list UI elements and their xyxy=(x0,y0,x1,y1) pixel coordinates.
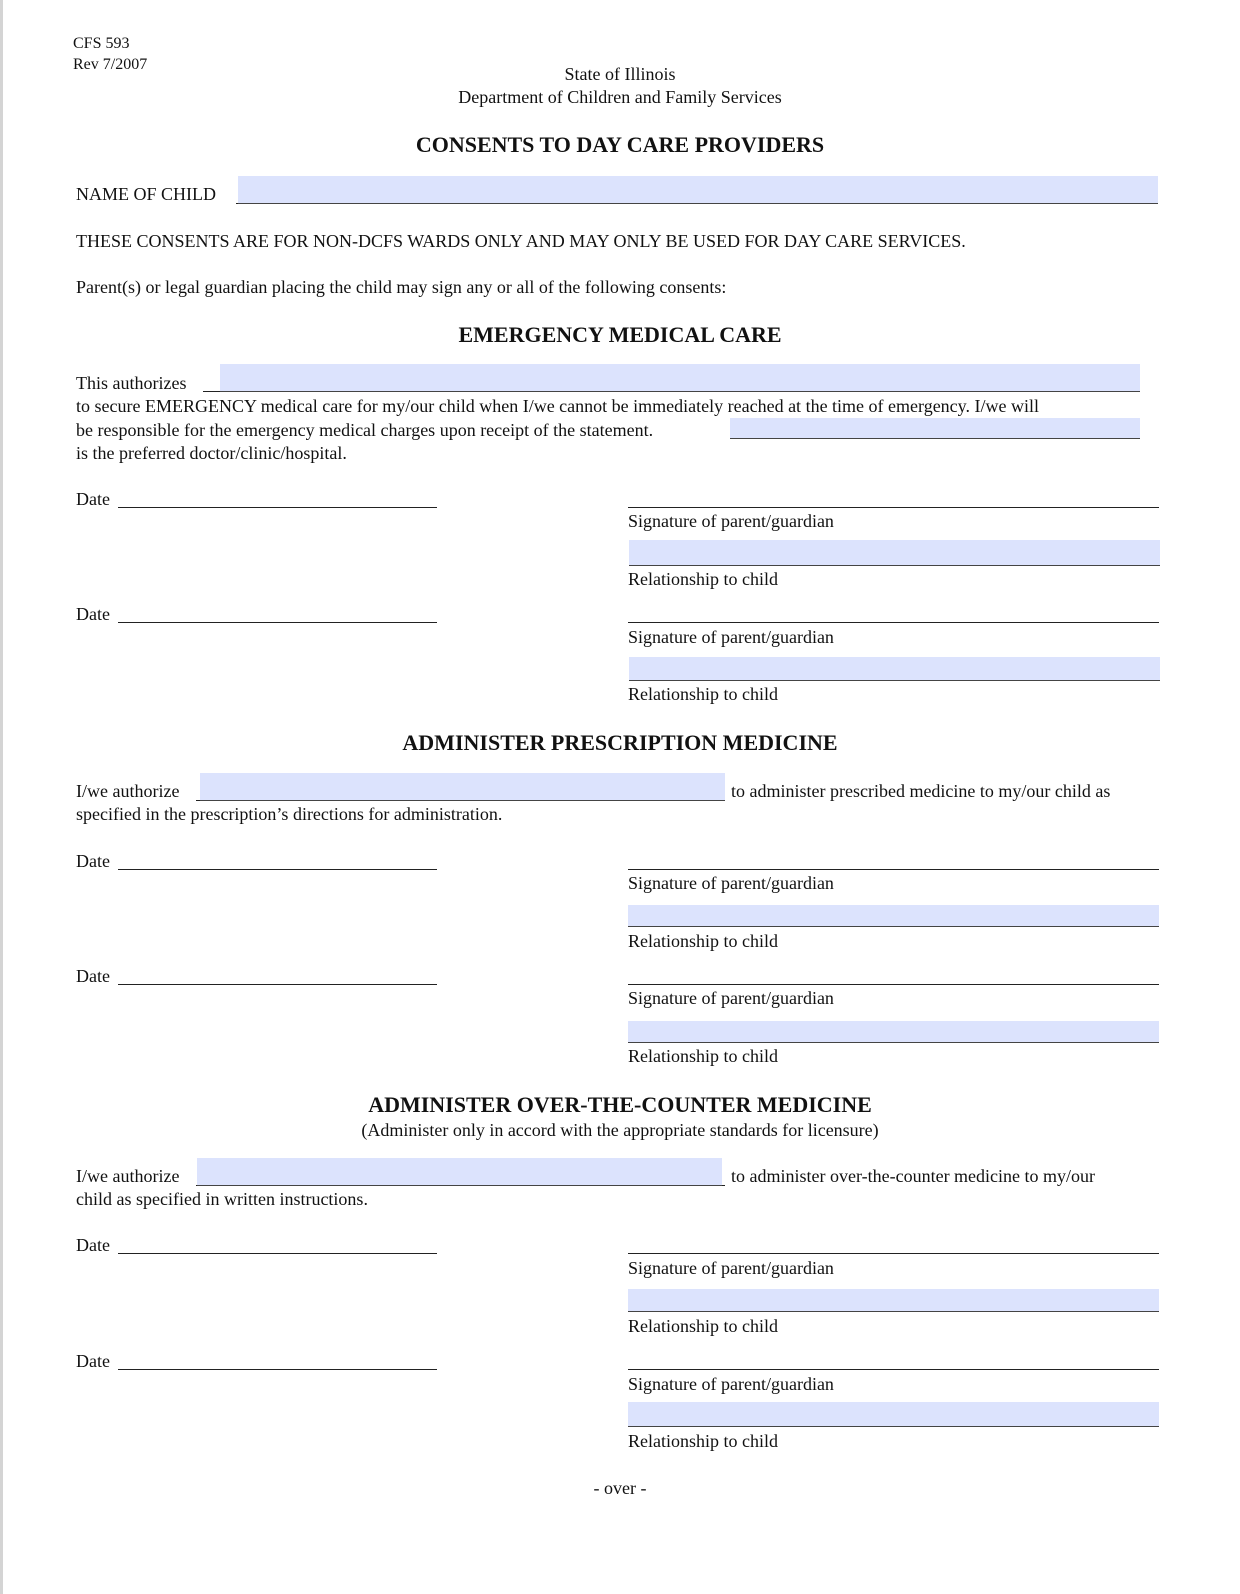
emergency-text-line3: is the preferred doctor/clinic/hospital. xyxy=(76,443,347,463)
signature-line[interactable] xyxy=(628,507,1159,508)
department-name: Department of Children and Family Services xyxy=(458,87,782,107)
wards-notice: THESE CONSENTS ARE FOR NON-DCFS WARDS ONLY AND MAY ONLY BE USED FOR DAY CARE SERVICES. xyxy=(76,231,966,251)
date-label: Date xyxy=(76,851,110,871)
signature-line[interactable] xyxy=(628,1253,1159,1254)
relationship-field[interactable] xyxy=(629,540,1160,566)
prescription-heading: ADMINISTER PRESCRIPTION MEDICINE xyxy=(402,730,838,755)
emergency-text-line2: be responsible for the emergency medical charges upon receipt of the statement. xyxy=(76,420,654,440)
otc-text-after: to administer over-the-counter medicine to my/our xyxy=(731,1166,1096,1186)
otc-heading: ADMINISTER OVER-THE-COUNTER MEDICINE xyxy=(368,1092,872,1117)
state-name: State of Illinois xyxy=(564,64,676,84)
date-label: Date xyxy=(76,1351,110,1371)
date-line[interactable] xyxy=(118,984,437,985)
date-line[interactable] xyxy=(118,869,437,870)
date-label: Date xyxy=(76,489,110,509)
relationship-label: Relationship to child xyxy=(628,569,778,589)
page-footer-over: - over - xyxy=(593,1478,647,1498)
emergency-authorizes-label: This authorizes xyxy=(76,373,187,393)
relationship-label: Relationship to child xyxy=(628,931,778,951)
date-line[interactable] xyxy=(118,1369,437,1370)
emergency-text-line1: to secure EMERGENCY medical care for my/our child when I/we cannot be immediately reached at the time of emergency. I/we will xyxy=(76,396,1039,416)
prescription-text-after: to administer prescribed medicine to my/our child as xyxy=(731,781,1111,801)
signature-line[interactable] xyxy=(628,1369,1159,1370)
signature-label: Signature of parent/guardian xyxy=(628,511,834,531)
prescription-text-line2: specified in the prescription’s directions for administration. xyxy=(76,804,503,824)
signature-label: Signature of parent/guardian xyxy=(628,873,834,893)
relationship-field[interactable] xyxy=(628,1021,1159,1043)
signature-line[interactable] xyxy=(628,984,1159,985)
relationship-label: Relationship to child xyxy=(628,1431,778,1451)
signature-label: Signature of parent/guardian xyxy=(628,1374,834,1394)
relationship-label: Relationship to child xyxy=(628,684,778,704)
consent-intro: Parent(s) or legal guardian placing the child may sign any or all of the following consents: xyxy=(76,277,727,297)
date-line[interactable] xyxy=(118,507,437,508)
date-label: Date xyxy=(76,1235,110,1255)
page-title: CONSENTS TO DAY CARE PROVIDERS xyxy=(415,132,825,157)
signature-label: Signature of parent/guardian xyxy=(628,1258,834,1278)
relationship-label: Relationship to child xyxy=(628,1316,778,1336)
date-line[interactable] xyxy=(118,622,437,623)
emergency-authorized-field[interactable] xyxy=(220,364,1140,392)
relationship-field[interactable] xyxy=(628,1402,1159,1427)
signature-label: Signature of parent/guardian xyxy=(628,627,834,647)
prescription-authorized-field[interactable] xyxy=(200,773,725,801)
otc-subheading: (Administer only in accord with the appropriate standards for licensure) xyxy=(361,1120,879,1140)
emergency-doctor-field[interactable] xyxy=(730,418,1140,439)
relationship-label: Relationship to child xyxy=(628,1046,778,1066)
signature-line[interactable] xyxy=(628,622,1159,623)
otc-text-line2: child as specified in written instructions. xyxy=(76,1189,368,1209)
date-line[interactable] xyxy=(118,1253,437,1254)
signature-label: Signature of parent/guardian xyxy=(628,988,834,1008)
otc-authorize-label: I/we authorize xyxy=(76,1166,180,1186)
child-name-field[interactable] xyxy=(238,176,1158,204)
page-edge xyxy=(0,0,3,1594)
emergency-heading: EMERGENCY MEDICAL CARE xyxy=(458,322,782,347)
otc-authorized-field[interactable] xyxy=(197,1158,722,1186)
relationship-field[interactable] xyxy=(629,657,1160,681)
prescription-authorize-label: I/we authorize xyxy=(76,781,180,801)
signature-line[interactable] xyxy=(628,869,1159,870)
date-label: Date xyxy=(76,604,110,624)
form-revision: Rev 7/2007 xyxy=(73,56,148,73)
relationship-field[interactable] xyxy=(628,1289,1159,1312)
child-name-label: NAME OF CHILD xyxy=(76,184,217,204)
date-label: Date xyxy=(76,966,110,986)
relationship-field[interactable] xyxy=(628,905,1159,927)
form-number: CFS 593 xyxy=(73,35,130,52)
